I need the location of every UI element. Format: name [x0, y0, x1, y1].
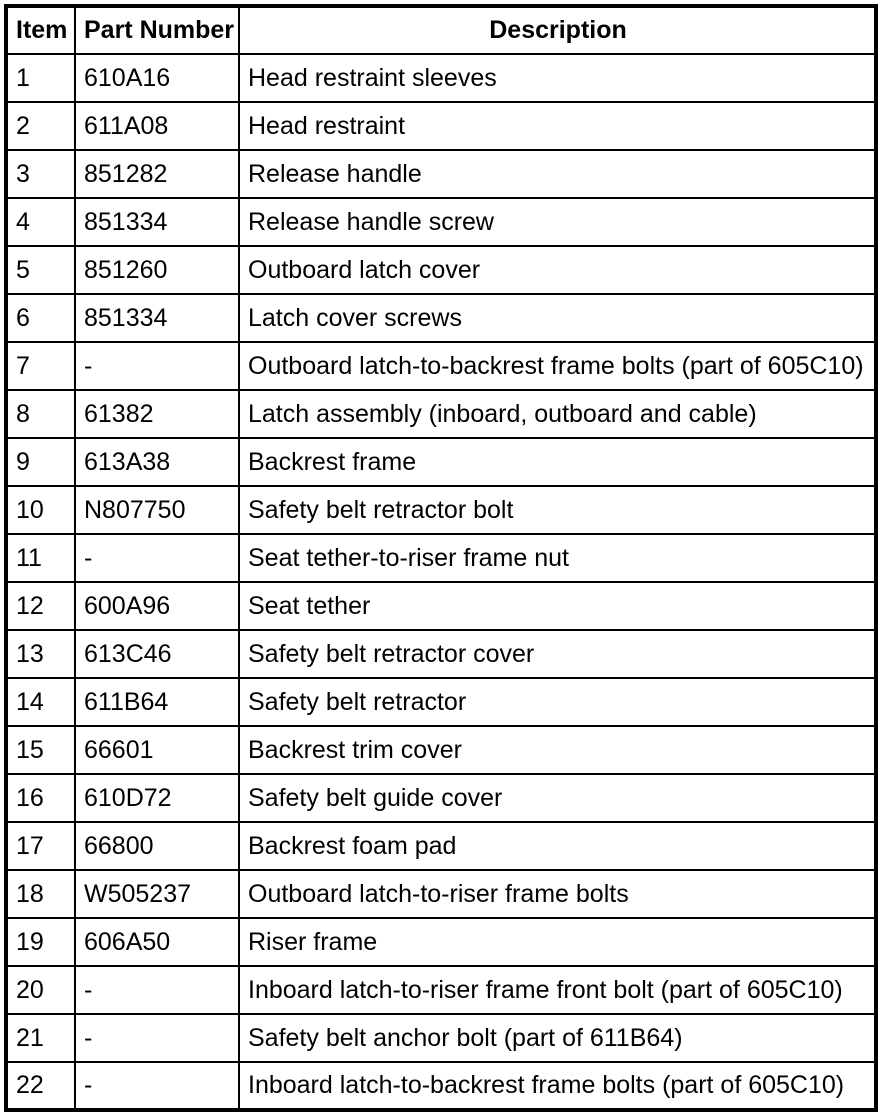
description-cell: Safety belt anchor bolt (part of 611B64)	[239, 1014, 876, 1062]
header-part-number: Part Number	[75, 6, 239, 54]
description-cell: Head restraint	[239, 102, 876, 150]
description-cell: Riser frame	[239, 918, 876, 966]
description-cell: Outboard latch-to-riser frame bolts	[239, 870, 876, 918]
part-number-cell: 851334	[75, 294, 239, 342]
item-cell: 9	[6, 438, 75, 486]
part-number-cell: 66601	[75, 726, 239, 774]
table-row	[6, 1014, 876, 1062]
part-number-cell: 610D72	[75, 774, 239, 822]
item-cell: 8	[6, 390, 75, 438]
part-number-cell: 851334	[75, 198, 239, 246]
item-cell: 20	[6, 966, 75, 1014]
table-row	[6, 342, 876, 390]
item-cell: 21	[6, 1014, 75, 1062]
item-cell: 22	[6, 1062, 75, 1110]
part-number-cell: -	[75, 1014, 239, 1062]
description-cell: Safety belt guide cover	[239, 774, 876, 822]
item-cell: 10	[6, 486, 75, 534]
part-number-cell: W505237	[75, 870, 239, 918]
table-row	[6, 102, 876, 150]
item-cell: 15	[6, 726, 75, 774]
description-cell: Safety belt retractor cover	[239, 630, 876, 678]
part-number-cell: 606A50	[75, 918, 239, 966]
description-cell: Outboard latch cover	[239, 246, 876, 294]
item-cell: 4	[6, 198, 75, 246]
table-row	[6, 966, 876, 1014]
part-number-cell: 613A38	[75, 438, 239, 486]
part-number-cell: 611A08	[75, 102, 239, 150]
item-cell: 16	[6, 774, 75, 822]
table-body	[6, 54, 876, 1110]
description-cell: Outboard latch-to-backrest frame bolts (part of 605C10)	[239, 342, 876, 390]
table-row	[6, 678, 876, 726]
item-cell: 6	[6, 294, 75, 342]
description-cell: Seat tether	[239, 582, 876, 630]
table-row	[6, 294, 876, 342]
table-row	[6, 822, 876, 870]
item-cell: 1	[6, 54, 75, 102]
table-row	[6, 54, 876, 102]
description-cell: Head restraint sleeves	[239, 54, 876, 102]
item-cell: 17	[6, 822, 75, 870]
item-cell: 13	[6, 630, 75, 678]
item-cell: 14	[6, 678, 75, 726]
part-number-cell: 851260	[75, 246, 239, 294]
description-cell: Safety belt retractor	[239, 678, 876, 726]
item-cell: 3	[6, 150, 75, 198]
part-number-cell: -	[75, 1062, 239, 1110]
table-row	[6, 870, 876, 918]
part-number-cell: 611B64	[75, 678, 239, 726]
table-row	[6, 390, 876, 438]
description-cell: Latch cover screws	[239, 294, 876, 342]
description-cell: Release handle screw	[239, 198, 876, 246]
table-row	[6, 150, 876, 198]
part-number-cell: 600A96	[75, 582, 239, 630]
item-cell: 12	[6, 582, 75, 630]
item-cell: 5	[6, 246, 75, 294]
item-cell: 11	[6, 534, 75, 582]
description-cell: Inboard latch-to-backrest frame bolts (part of 605C10)	[239, 1062, 876, 1110]
description-cell: Backrest trim cover	[239, 726, 876, 774]
part-number-cell: 610A16	[75, 54, 239, 102]
part-number-cell: 851282	[75, 150, 239, 198]
item-cell: 2	[6, 102, 75, 150]
table-row	[6, 726, 876, 774]
part-number-cell: 66800	[75, 822, 239, 870]
item-cell: 18	[6, 870, 75, 918]
part-number-cell: N807750	[75, 486, 239, 534]
description-cell: Backrest foam pad	[239, 822, 876, 870]
description-cell: Release handle	[239, 150, 876, 198]
header-item: Item	[6, 6, 75, 54]
table-row	[6, 534, 876, 582]
item-cell: 19	[6, 918, 75, 966]
parts-table	[4, 4, 878, 1112]
description-cell: Latch assembly (inboard, outboard and cable)	[239, 390, 876, 438]
description-cell: Backrest frame	[239, 438, 876, 486]
part-number-cell: -	[75, 966, 239, 1014]
description-cell: Safety belt retractor bolt	[239, 486, 876, 534]
table-row	[6, 1062, 876, 1110]
table-row	[6, 582, 876, 630]
description-cell: Seat tether-to-riser frame nut	[239, 534, 876, 582]
table-row	[6, 246, 876, 294]
table-row	[6, 918, 876, 966]
part-number-cell: -	[75, 342, 239, 390]
table-row	[6, 198, 876, 246]
table-row	[6, 774, 876, 822]
part-number-cell: 613C46	[75, 630, 239, 678]
part-number-cell: -	[75, 534, 239, 582]
part-number-cell: 61382	[75, 390, 239, 438]
description-cell: Inboard latch-to-riser frame front bolt (part of 605C10)	[239, 966, 876, 1014]
header-description: Description	[239, 6, 876, 54]
header-row	[6, 6, 876, 54]
item-cell: 7	[6, 342, 75, 390]
table-row	[6, 630, 876, 678]
table-row	[6, 486, 876, 534]
table-header	[6, 6, 876, 54]
table-row	[6, 438, 876, 486]
